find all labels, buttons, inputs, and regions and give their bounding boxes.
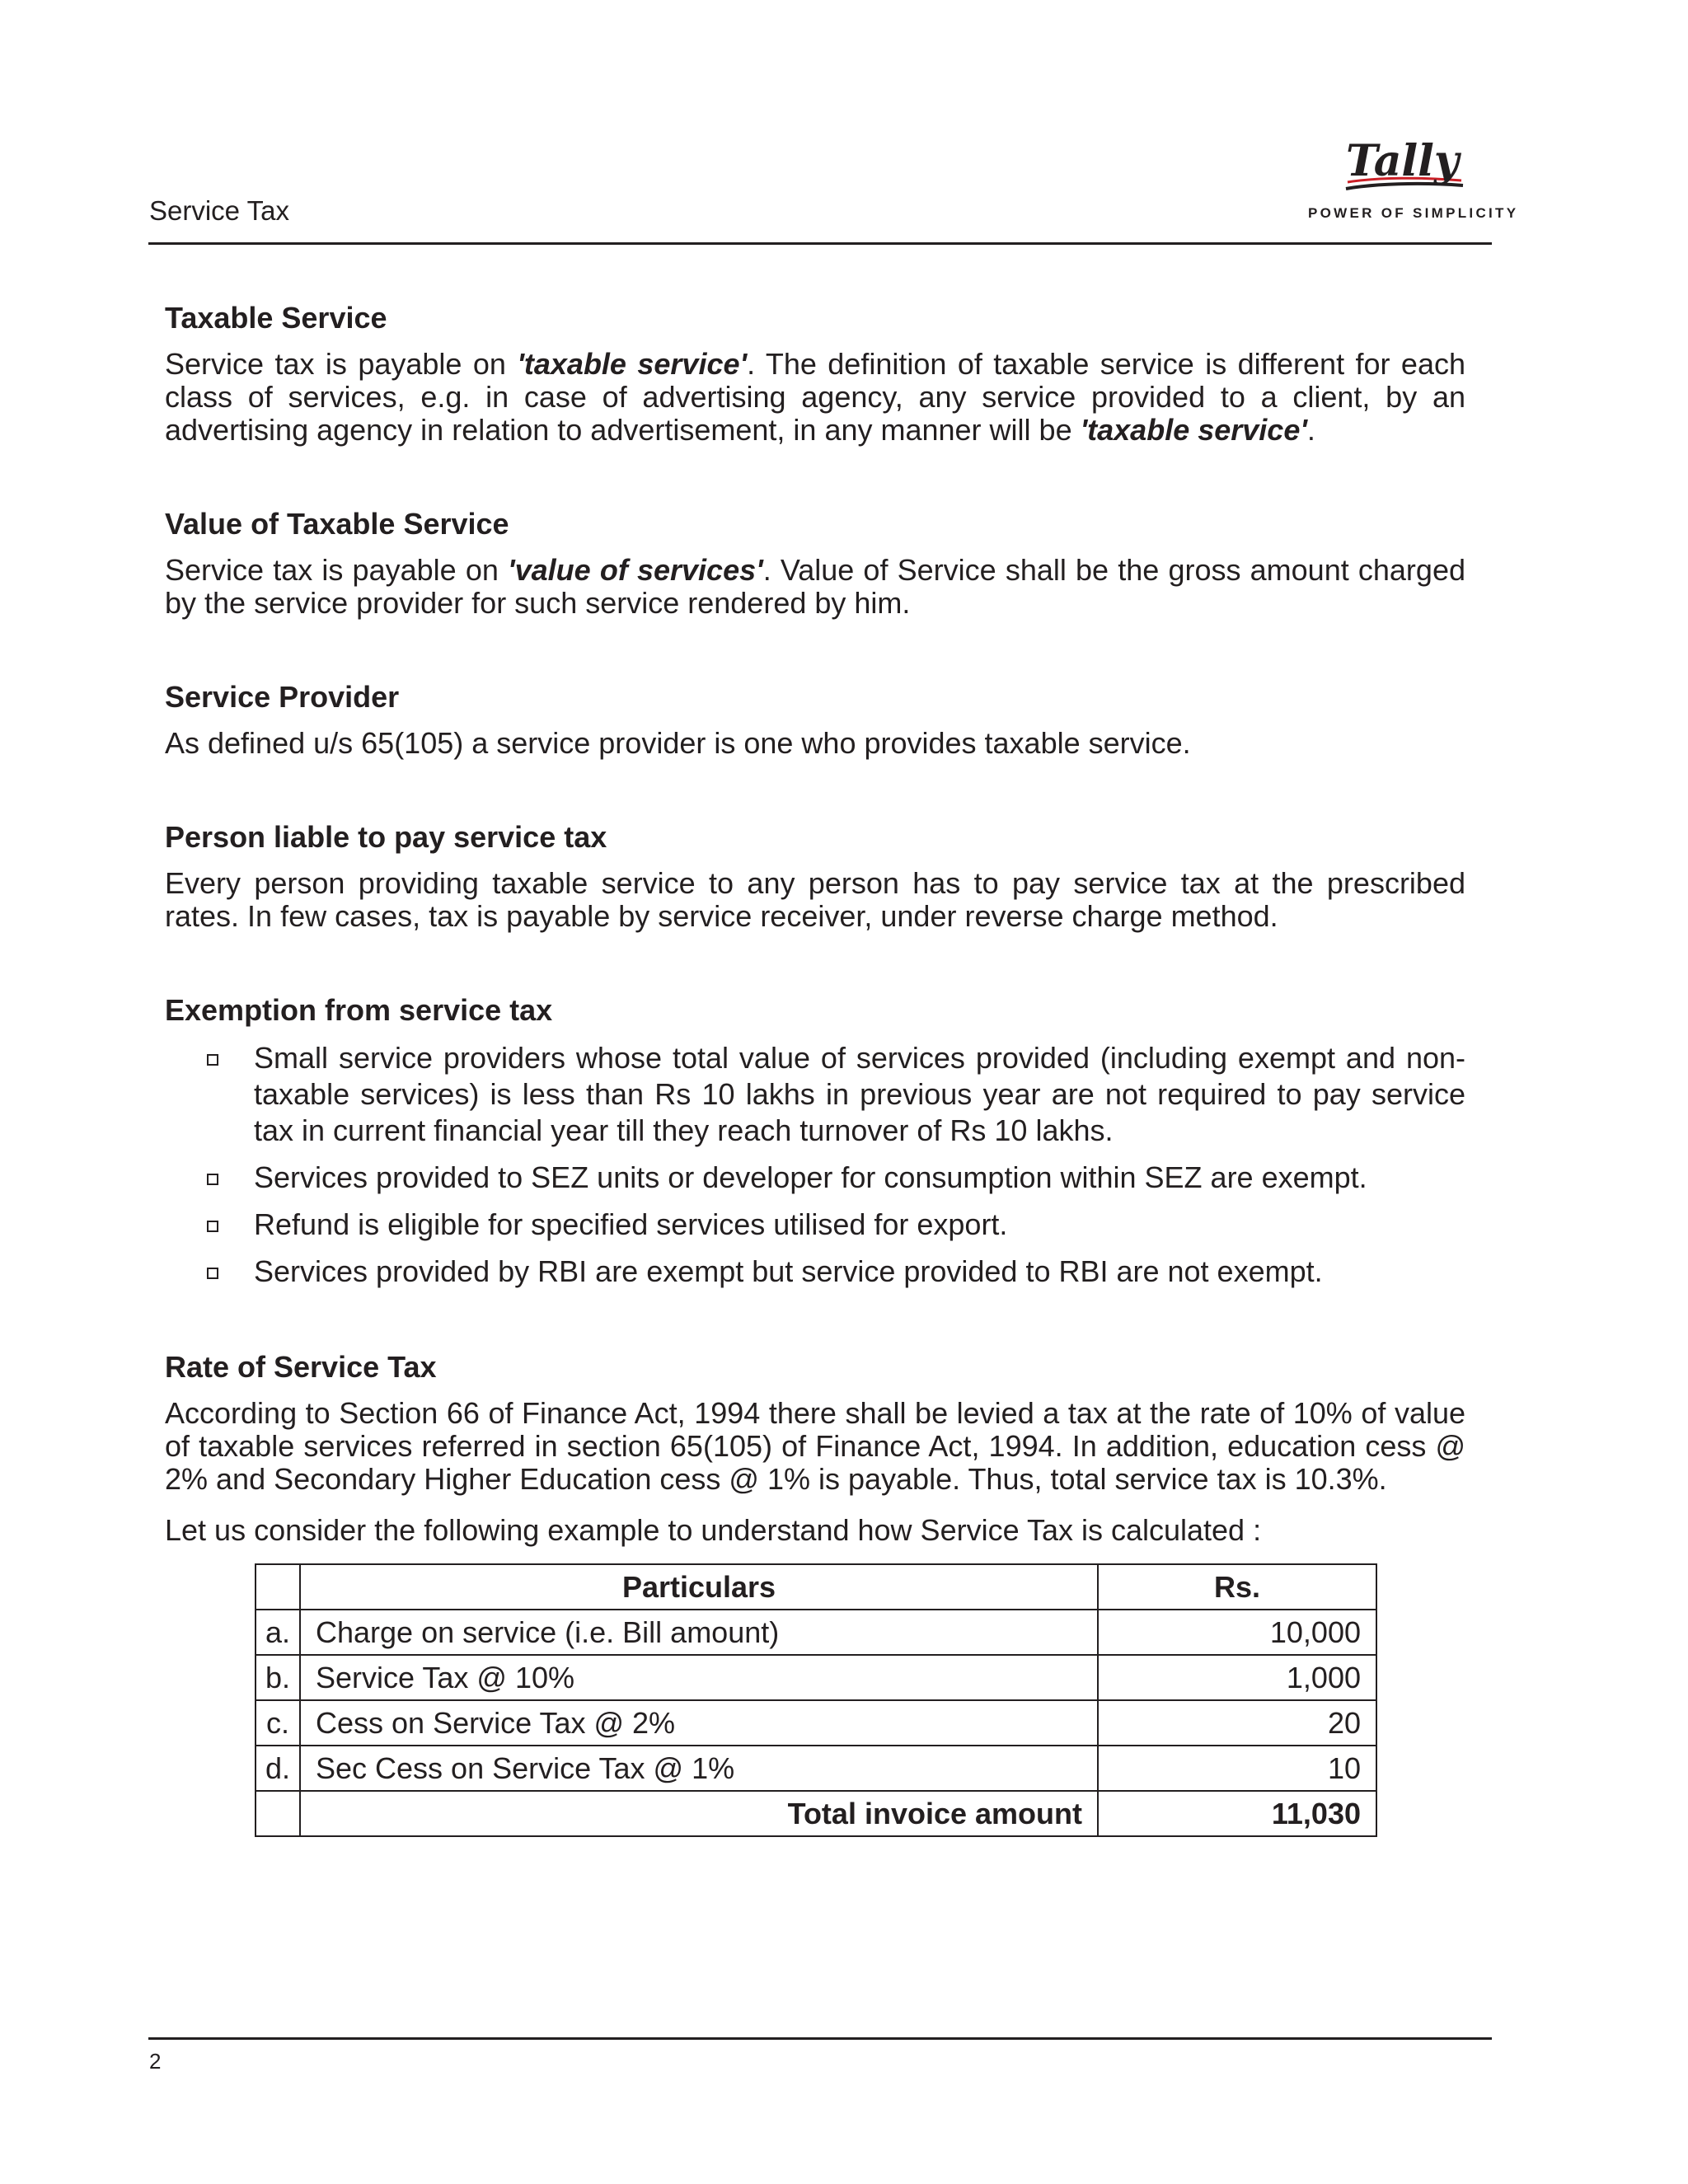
list-item: Small service providers whose total value of services provided (including exempt and non-taxable services) is less than Rs 10 lakhs in previous year are not required to pay service tax in current financial year till they reach turnover of Rs 10 lakhs. xyxy=(165,1040,1465,1149)
running-header-title: Service Tax xyxy=(149,195,289,226)
table-cell-amount: 20 xyxy=(1098,1700,1376,1746)
section-paragraph: As defined u/s 65(105) a service provider is one who provides taxable service. xyxy=(165,726,1191,760)
table-cell-amount: 10 xyxy=(1098,1746,1376,1791)
tally-logo-wordmark xyxy=(1341,136,1465,200)
table-row xyxy=(256,1610,1376,1655)
section-value-of-taxable-service xyxy=(165,508,1465,620)
section-heading: Rate of Service Tax xyxy=(165,1350,437,1384)
header-rule xyxy=(148,242,1492,245)
table-header-row xyxy=(256,1564,1376,1610)
list-item: Services provided to SEZ units or developer for consumption within SEZ are exempt. xyxy=(165,1160,1465,1196)
emphasis-term: 'taxable service' xyxy=(517,347,748,381)
table-row xyxy=(256,1700,1376,1746)
section-paragraph: Every person providing taxable service to any person has to pay service tax at the prescribed rates. In few cases, tax is payable by service receiver, under reverse charge method. xyxy=(165,866,1465,933)
section-service-provider xyxy=(165,681,1465,760)
square-bullet-icon xyxy=(207,1221,218,1232)
total-invoice-label: Total invoice amount xyxy=(300,1791,1098,1836)
table-cell-index: b. xyxy=(256,1655,300,1700)
table-row xyxy=(256,1655,1376,1700)
table-cell-index: a. xyxy=(256,1610,300,1655)
list-item: Refund is eligible for specified services utilised for export. xyxy=(165,1207,1465,1243)
square-bullet-icon xyxy=(207,1268,218,1279)
page-content xyxy=(165,302,1465,1837)
section-heading: Person liable to pay service tax xyxy=(165,820,607,854)
emphasis-term: 'value of services' xyxy=(508,553,763,587)
service-tax-calculation-table xyxy=(255,1563,1377,1837)
table-cell-particular: Charge on service (i.e. Bill amount) xyxy=(300,1610,1098,1655)
square-bullet-icon xyxy=(207,1054,218,1066)
table-cell-index: c. xyxy=(256,1700,300,1746)
logo-tagline: POWER OF SIMPLICITY xyxy=(1308,205,1519,221)
page-number: 2 xyxy=(149,2049,162,2074)
table-header-cell: Rs. xyxy=(1098,1564,1376,1610)
table-cell-particular: Cess on Service Tax @ 2% xyxy=(300,1700,1098,1746)
emphasis-term: 'taxable service' xyxy=(1080,413,1307,447)
tally-logo xyxy=(1305,136,1519,227)
section-heading: Value of Taxable Service xyxy=(165,507,509,541)
section-taxable-service xyxy=(165,302,1465,447)
section-exemption xyxy=(165,994,1465,1290)
total-invoice-amount: 11,030 xyxy=(1098,1791,1376,1836)
section-heading: Exemption from service tax xyxy=(165,993,553,1027)
exemption-list xyxy=(165,1040,1465,1290)
square-bullet-icon xyxy=(207,1174,218,1185)
section-paragraph: According to Section 66 of Finance Act, 1994 there shall be levied a tax at the rate of 10% of value of taxable services referred in section 65(105) of Finance Act, 1994. In addition, education cess @ 2% and Secondary Higher Education cess @ 1% is payable. Thus, total service tax is 10.3%. xyxy=(165,1396,1465,1496)
section-paragraph: Let us consider the following example to understand how Service Tax is calculated : xyxy=(165,1513,1262,1547)
table-header-cell: Particulars xyxy=(300,1564,1098,1610)
section-paragraph: Service tax is payable on 'taxable service'. The definition of taxable service is different for each class of services, e.g. in case of advertising agency, any service provided to a client, by an advertising agency in relation to advertisement, in any manner will be 'taxable service'. xyxy=(165,347,1465,447)
table-cell-amount: 1,000 xyxy=(1098,1655,1376,1700)
table-row xyxy=(256,1746,1376,1791)
footer-rule xyxy=(148,2037,1492,2040)
table-cell-particular: Service Tax @ 10% xyxy=(300,1655,1098,1700)
section-paragraph: Service tax is payable on 'value of services'. Value of Service shall be the gross amount charged by the service provider for such service rendered by him. xyxy=(165,553,1465,620)
table-header-cell xyxy=(256,1564,300,1610)
section-heading: Taxable Service xyxy=(165,301,387,335)
section-heading: Service Provider xyxy=(165,680,400,714)
table-cell-amount: 10,000 xyxy=(1098,1610,1376,1655)
table-total-row xyxy=(256,1791,1376,1836)
section-rate xyxy=(165,1351,1465,1837)
tally-logo-text: Tally xyxy=(1346,136,1460,186)
table-cell-index xyxy=(256,1791,300,1836)
table-cell-index: d. xyxy=(256,1746,300,1791)
list-item: Services provided by RBI are exempt but service provided to RBI are not exempt. xyxy=(165,1254,1465,1290)
table-cell-particular: Sec Cess on Service Tax @ 1% xyxy=(300,1746,1098,1791)
section-person-liable xyxy=(165,821,1465,933)
